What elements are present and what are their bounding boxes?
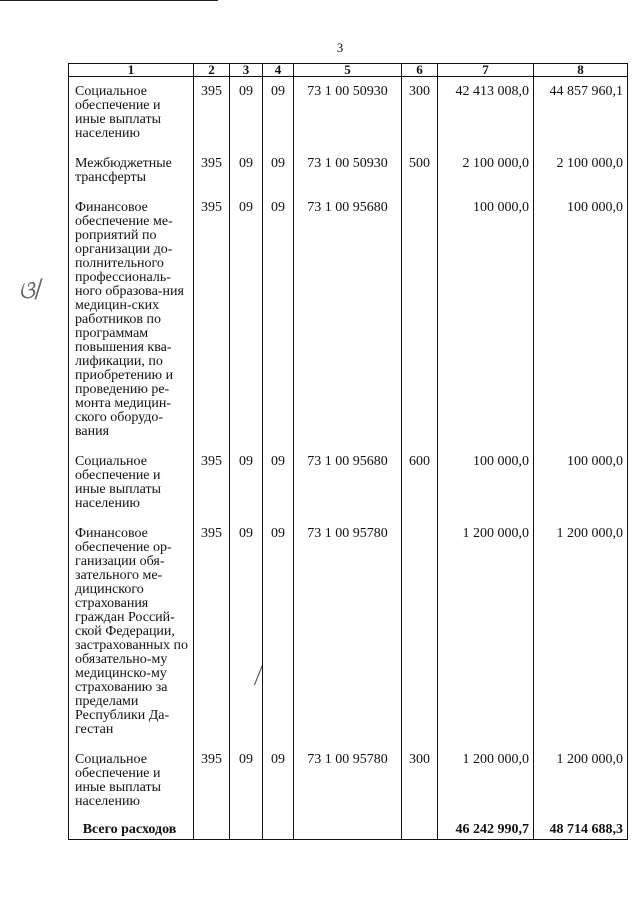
cell-amount-year2: 44 857 960,1	[534, 77, 628, 150]
cell-expense-type	[402, 193, 438, 447]
header-row	[69, 64, 628, 77]
row-name: Социальное обеспечение и иные выплаты населению	[69, 77, 194, 150]
table-row	[69, 519, 628, 745]
cell-code: 395	[194, 519, 230, 745]
column-header: 8	[534, 64, 628, 77]
cell-code: 395	[194, 745, 230, 817]
total-row	[69, 817, 628, 840]
total-amount-year1: 46 242 990,7	[438, 817, 534, 840]
column-header: 5	[294, 64, 402, 77]
cell-section: 09	[230, 193, 263, 447]
cell-amount-year2: 1 200 000,0	[534, 745, 628, 817]
column-header: 1	[69, 64, 194, 77]
cell-expense-type: 500	[402, 149, 438, 193]
page-number: 3	[336, 40, 344, 55]
cell-amount-year1: 1 200 000,0	[438, 745, 534, 817]
cell-amount-year1: 42 413 008,0	[438, 77, 534, 150]
row-name: Межбюджетные трансферты	[69, 149, 194, 193]
cell-amount-year1: 100 000,0	[438, 447, 534, 519]
cell-amount-year2: 2 100 000,0	[534, 149, 628, 193]
cell-section: 09	[230, 447, 263, 519]
budget-table	[68, 63, 628, 840]
cell-code: 395	[194, 77, 230, 150]
cell-amount-year1: 1 200 000,0	[438, 519, 534, 745]
cell-expense-type: 600	[402, 447, 438, 519]
empty-cell	[263, 817, 294, 840]
empty-cell	[294, 817, 402, 840]
cell-target-article: 73 1 00 95780	[294, 519, 402, 745]
cell-section: 09	[230, 745, 263, 817]
cell-expense-type: 300	[402, 77, 438, 150]
cell-target-article: 73 1 00 95780	[294, 745, 402, 817]
total-label: Всего расходов	[69, 817, 194, 840]
cell-subsection: 09	[263, 149, 294, 193]
column-header: 2	[194, 64, 230, 77]
row-name: Социальное обеспечение и иные выплаты населению	[69, 447, 194, 519]
cell-expense-type	[402, 519, 438, 745]
table-row	[69, 193, 628, 447]
table-row	[69, 745, 628, 817]
cell-target-article: 73 1 00 50930	[294, 77, 402, 150]
table-row	[69, 447, 628, 519]
cell-subsection: 09	[263, 193, 294, 447]
cell-subsection: 09	[263, 447, 294, 519]
empty-cell	[402, 817, 438, 840]
column-header: 7	[438, 64, 534, 77]
cell-amount-year1: 2 100 000,0	[438, 149, 534, 193]
cell-target-article: 73 1 00 50930	[294, 149, 402, 193]
handwritten-margin-mark: ଓ/	[15, 274, 45, 306]
column-header: 4	[263, 64, 294, 77]
cell-amount-year2: 100 000,0	[534, 447, 628, 519]
table-row	[69, 77, 628, 150]
cell-code: 395	[194, 447, 230, 519]
row-name: Финансовое обеспечение ме-роприятий по организации до-полнительного профессиональ-ного образова-ния медицин-ских работников по программам повышения ква-лификации, по приобретению и проведению ре-монта медицин-ского оборудо-вания	[69, 193, 194, 447]
cell-expense-type: 300	[402, 745, 438, 817]
cell-target-article: 73 1 00 95680	[294, 447, 402, 519]
total-amount-year2: 48 714 688,3	[534, 817, 628, 840]
cell-amount-year1: 100 000,0	[438, 193, 534, 447]
cell-subsection: 09	[263, 745, 294, 817]
cell-code: 395	[194, 193, 230, 447]
cell-amount-year2: 1 200 000,0	[534, 519, 628, 745]
cell-amount-year2: 100 000,0	[534, 193, 628, 447]
cell-target-article: 73 1 00 95680	[294, 193, 402, 447]
empty-cell	[230, 817, 263, 840]
cell-code: 395	[194, 149, 230, 193]
column-header: 6	[402, 64, 438, 77]
cell-section: 09	[230, 77, 263, 150]
top-rule	[0, 0, 218, 1]
cell-section: 09	[230, 519, 263, 745]
table-row	[69, 149, 628, 193]
row-name: Финансовое обеспечение ор-ганизации обя-зательного ме-дицинского страхования граждан Россий-ской Федерации, застрахованных по обязательно-му медицинско-му страхованию за пределами Республики Да-гестан	[69, 519, 194, 745]
column-header: 3	[230, 64, 263, 77]
empty-cell	[194, 817, 230, 840]
row-name: Социальное обеспечение и иные выплаты населению	[69, 745, 194, 817]
cell-section: 09	[230, 149, 263, 193]
cell-subsection: 09	[263, 77, 294, 150]
cell-subsection: 09	[263, 519, 294, 745]
